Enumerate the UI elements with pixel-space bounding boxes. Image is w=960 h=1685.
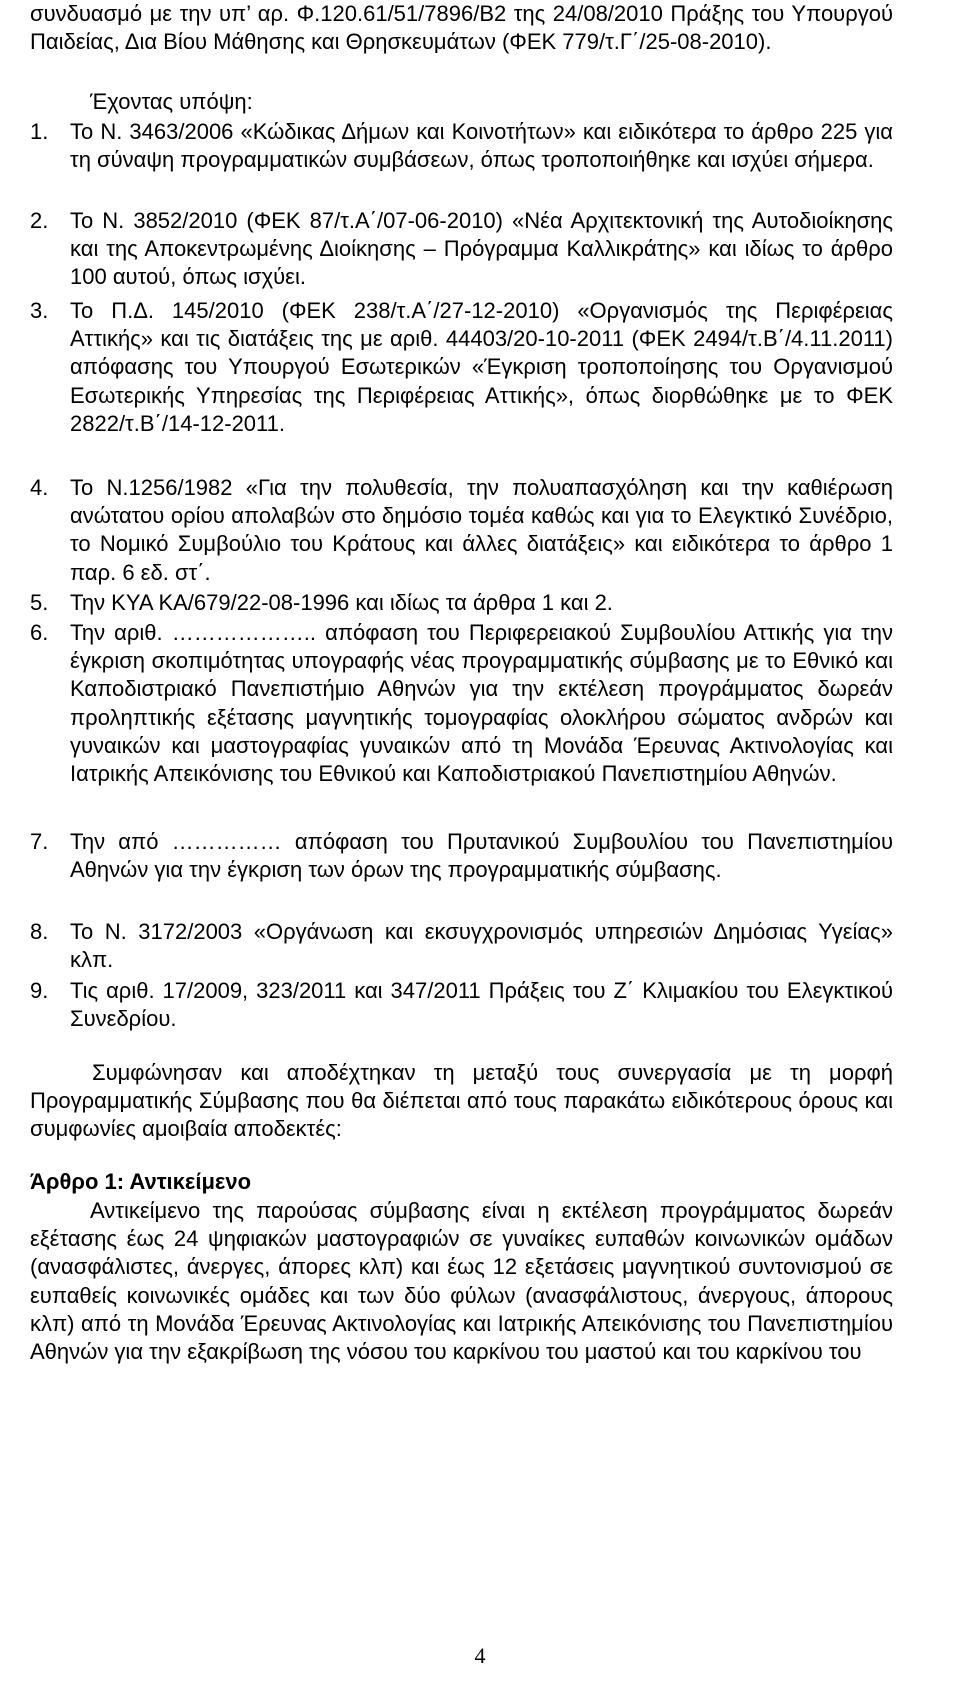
- list-item: [30, 977, 893, 1033]
- list-item-number: 2.: [30, 208, 49, 233]
- list-item-number: 4.: [30, 475, 49, 500]
- list-item-number: 9.: [30, 978, 49, 1003]
- list-item: [30, 619, 893, 788]
- list-item-text: Τις αριθ. 17/2009, 323/2011 και 347/2011 Πράξεις του Ζ΄ Κλιμακίου του Ελεγκτικού Συνεδρίου.: [70, 978, 893, 1032]
- list-item: [30, 118, 893, 174]
- considering-label: Έχοντας υπόψη:: [90, 89, 253, 114]
- list-item: [30, 589, 893, 617]
- list-item-text: Την αριθ. ……………….. απόφαση του Περιφερειακού Συμβουλίου Αττικής για την έγκριση σκοπιμότητας υπογραφής νέας προγραμματικής σύμβασης με το Εθνικό και Καποδιστριακό Πανεπιστήμιο Αθηνών για την εκτέλεση προγράμματος δωρεάν προληπτικής εξέτασης μαγνητικής τομογραφίας ολοκλήρου σώματος ανδρών και γυναικών και μαστογραφίας γυναικών από τη Μονάδα Έρευνας Ακτινολογίας και Ιατρικής Απεικόνισης του Εθνικού και Καποδιστριακού Πανεπιστημίου Αθηνών.: [70, 620, 893, 787]
- list-item-text: Το Ν. 3852/2010 (ΦΕΚ 87/τ.Α΄/07-06-2010) «Νέα Αρχιτεκτονική της Αυτοδιοίκησης και της Αποκεντρωμένης Διοίκησης – Πρόγραμμα Καλλικράτης» και ιδίως το άρθρο 100 αυτού, όπως ισχύει.: [70, 208, 893, 290]
- list-item-number: 6.: [30, 620, 49, 645]
- list-item-text: Το Π.Δ. 145/2010 (ΦΕΚ 238/τ.Α΄/27-12-2010) «Οργανισμός της Περιφέρειας Αττικής» και τις διατάξεις της με αριθ. 44403/20-10-2011 (ΦΕΚ 2494/τ.Β΄/4.11.2011) απόφασης του Υπουργού Εσωτερικών «Έγκριση τροποποίησης του Οργανισμού Εσωτερικής Υπηρεσίας της Περιφέρειας Αττικής», όπως διορθώθηκε με το ΦΕΚ 2822/τ.Β΄/14-12-2011.: [70, 298, 893, 436]
- list-item: [30, 297, 893, 438]
- list-item-text: Την ΚΥΑ ΚΑ/679/22-08-1996 και ιδίως τα άρθρα 1 και 2.: [70, 590, 613, 615]
- page-number: 4: [474, 1643, 486, 1668]
- list-item-text: Το Ν. 3172/2003 «Οργάνωση και εκσυγχρονισμός υπηρεσιών Δημόσιας Υγείας» κλπ.: [70, 919, 893, 973]
- list-item: [30, 918, 893, 974]
- article-body: Αντικείμενο της παρούσας σύμβασης είναι η εκτέλεση προγράμματος δωρεάν εξέτασης έως 24 ψηφιακών μαστογραφιών σε γυναίκες ευπαθών κοινωνικών ομάδων (ανασφάλιστες, άνεργες, άπορες κλπ) και έως 12 εξετάσεις μαγνητικού συντονισμού σε ευπαθείς κοινωνικές ομάδες και των δύο φύλων (ανασφάλιστους, άνεργους, άπορους κλπ) από τη Μονάδα Έρευνας Ακτινολογίας και Ιατρικής Απεικόνισης του Πανεπιστημίου Αθηνών για την εξακρίβωση της νόσου του καρκίνου του μαστού και του καρκίνου του: [30, 1198, 893, 1365]
- list-item: [30, 828, 893, 884]
- list-item-text: Το Ν. 3463/2006 «Κώδικας Δήμων και Κοινοτήτων» και ειδικότερα το άρθρο 225 για τη σύναψη προγραμματικών συμβάσεων, όπως τροποποιήθηκε και ισχύει σήμερα.: [70, 119, 893, 173]
- list-item: [30, 207, 893, 292]
- list-item-number: 1.: [30, 119, 49, 144]
- list-item-number: 8.: [30, 919, 49, 944]
- list-item-number: 3.: [30, 298, 49, 323]
- article-heading: Άρθρο 1: Αντικείμενο: [30, 1169, 252, 1194]
- list-item-text: Την από …………… απόφαση του Πρυτανικού Συμβουλίου του Πανεπιστημίου Αθηνών για την έγκριση των όρων της προγραμματικής σύμβασης.: [70, 829, 893, 883]
- intro-paragraph: συνδυασμό με την υπ’ αρ. Φ.120.61/51/7896/Β2 της 24/08/2010 Πράξης του Υπουργού Παιδείας, Δια Βίου Μάθησης και Θρησκευμάτων (ΦΕΚ 779/τ.Γ΄/25-08-2010).: [30, 1, 893, 55]
- list-item-number: 7.: [30, 829, 49, 854]
- agreement-paragraph: Συμφώνησαν και αποδέχτηκαν τη μεταξύ τους συνεργασία με τη μορφή Προγραμματικής Σύμβασης που θα διέπεται από τους παρακάτω ειδικότερους όρους και συμφωνίες αμοιβαία αποδεκτές:: [30, 1060, 893, 1142]
- list-item-number: 5.: [30, 590, 49, 615]
- list-item: [30, 474, 893, 587]
- list-item-text: Το Ν.1256/1982 «Για την πολυθεσία, την πολυαπασχόληση και την καθιέρωση ανώτατου ορίου απολαβών στο δημόσιο τομέα καθώς και για το Ελεγκτικό Συνέδριο, το Νομικό Συμβούλιο του Κράτους και άλλες διατάξεις» και ειδικότερα το άρθρο 1 παρ. 6 εδ. στ΄.: [70, 475, 893, 585]
